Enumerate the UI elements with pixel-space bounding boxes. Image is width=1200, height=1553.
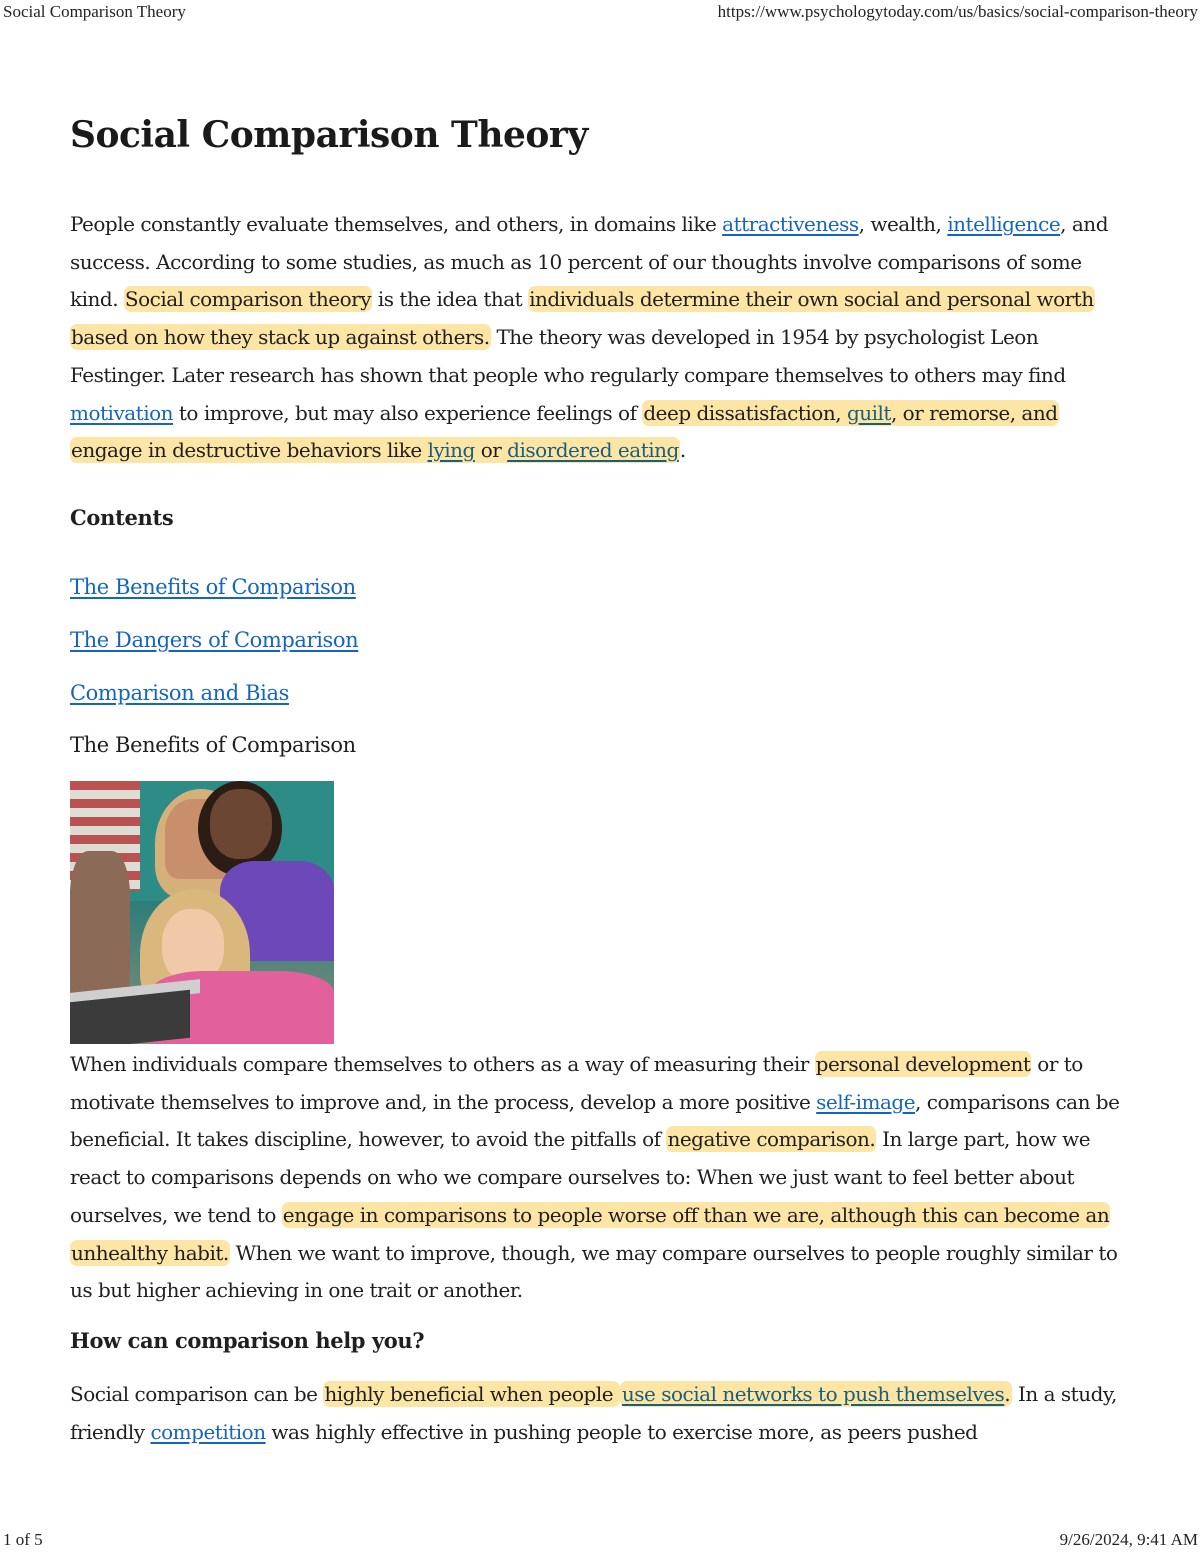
contents-heading: Contents [70, 505, 174, 530]
highlight-personal-development: personal development [815, 1052, 1031, 1076]
highlight-text: deep dissatisfaction, [643, 400, 847, 425]
toc-link-dangers[interactable]: The Dangers of Comparison [70, 628, 359, 652]
highlight-text: , or remorse, and engage in destructive behaviors like [71, 400, 1058, 463]
link-lying[interactable]: lying [427, 438, 475, 463]
benefits-text: In large part, how we react to comparisons depends on who we compare ourselves to: When we just want to feel better about ourselves, we tend to [70, 1127, 1091, 1227]
highlight-text: . [1004, 1382, 1011, 1406]
intro-text: is the idea that [372, 287, 529, 312]
intro-text: to improve, but may also experience feelings of [173, 400, 643, 425]
social-text: In a study, friendly [70, 1382, 1117, 1444]
benefits-text: , comparisons can be beneficial. It takes discipline, however, to avoid the pitfalls of [70, 1089, 1120, 1152]
intro-text: People constantly evaluate themselves, and others, in domains like [70, 212, 723, 236]
highlight-networks [620, 1381, 1012, 1407]
highlight-negative-comparison: negative comparison. [667, 1127, 876, 1152]
print-header-title: Social Comparison Theory [3, 2, 186, 21]
link-intelligence[interactable]: intelligence [947, 212, 1061, 236]
social-text: Social comparison can be [70, 1382, 324, 1406]
table-of-contents [70, 575, 358, 734]
print-datetime: 9/26/2024, 9:41 AM [1059, 1530, 1198, 1549]
link-motivation[interactable]: motivation [70, 400, 174, 425]
highlight-highly-beneficial: highly beneficial when people [324, 1382, 619, 1406]
toc-link-benefits[interactable]: The Benefits of Comparison [70, 575, 356, 599]
benefits-text: When individuals compare themselves to others as a way of measuring their [70, 1052, 815, 1076]
toc-item [70, 628, 358, 681]
highlight-theory: Social comparison theory [124, 287, 372, 312]
photo-student-face [210, 789, 272, 859]
highlight-text: or [474, 438, 508, 463]
highlight-individuals: individuals determine their own social and personal worth based on how they stack up against others. [71, 287, 1094, 350]
link-attractiveness[interactable]: attractiveness [722, 212, 859, 236]
link-self-image[interactable]: self-image [816, 1089, 916, 1114]
social-paragraph [70, 1376, 1130, 1451]
link-guilt[interactable]: guilt [846, 400, 891, 425]
subheading-question: How can comparison help you? [70, 1328, 425, 1353]
benefits-text: When we want to improve, though, we may compare ourselves to people roughly similar to us but higher achieving in one trait or another. [70, 1240, 1118, 1303]
page-title: Social Comparison Theory [70, 114, 588, 156]
intro-text: . [679, 438, 686, 463]
classroom-photo [70, 781, 334, 1044]
link-social-networks[interactable]: use social networks to push themselves [621, 1382, 1005, 1406]
toc-link-bias[interactable]: Comparison and Bias [70, 681, 289, 705]
intro-text: , wealth, [858, 212, 948, 236]
intro-text: , and success. According to some studies, as much as 10 percent of our thoughts involve comparisons of some kind. [70, 212, 1108, 312]
link-competition[interactable]: competition [150, 1419, 266, 1444]
benefits-text: or to motivate themselves to improve and, in the process, develop a more positive [70, 1052, 1083, 1114]
print-header-url: https://www.psychologytoday.com/us/basics/social-comparison-theory [717, 2, 1198, 21]
intro-text: The theory was developed in 1954 by psychologist Leon Festinger. Later research has shown that people who regularly compare themselves to others may find [70, 325, 1066, 387]
intro-paragraph [70, 206, 1130, 470]
section-heading-benefits: The Benefits of Comparison [70, 733, 356, 757]
social-text: was highly effective in pushing people to exercise more, as peers pushed [265, 1419, 978, 1444]
toc-item [70, 681, 358, 734]
highlight-engage: engage in comparisons to people worse off than we are, although this can become an unhealthy habit. [71, 1202, 1110, 1265]
print-footer [0, 1530, 1200, 1550]
toc-item [70, 575, 358, 628]
photo-student [70, 851, 130, 1001]
benefits-paragraph [70, 1046, 1130, 1310]
link-disordered-eating[interactable]: disordered eating [507, 438, 679, 463]
page-number: 1 of 5 [3, 1530, 43, 1549]
print-header [0, 2, 1200, 22]
